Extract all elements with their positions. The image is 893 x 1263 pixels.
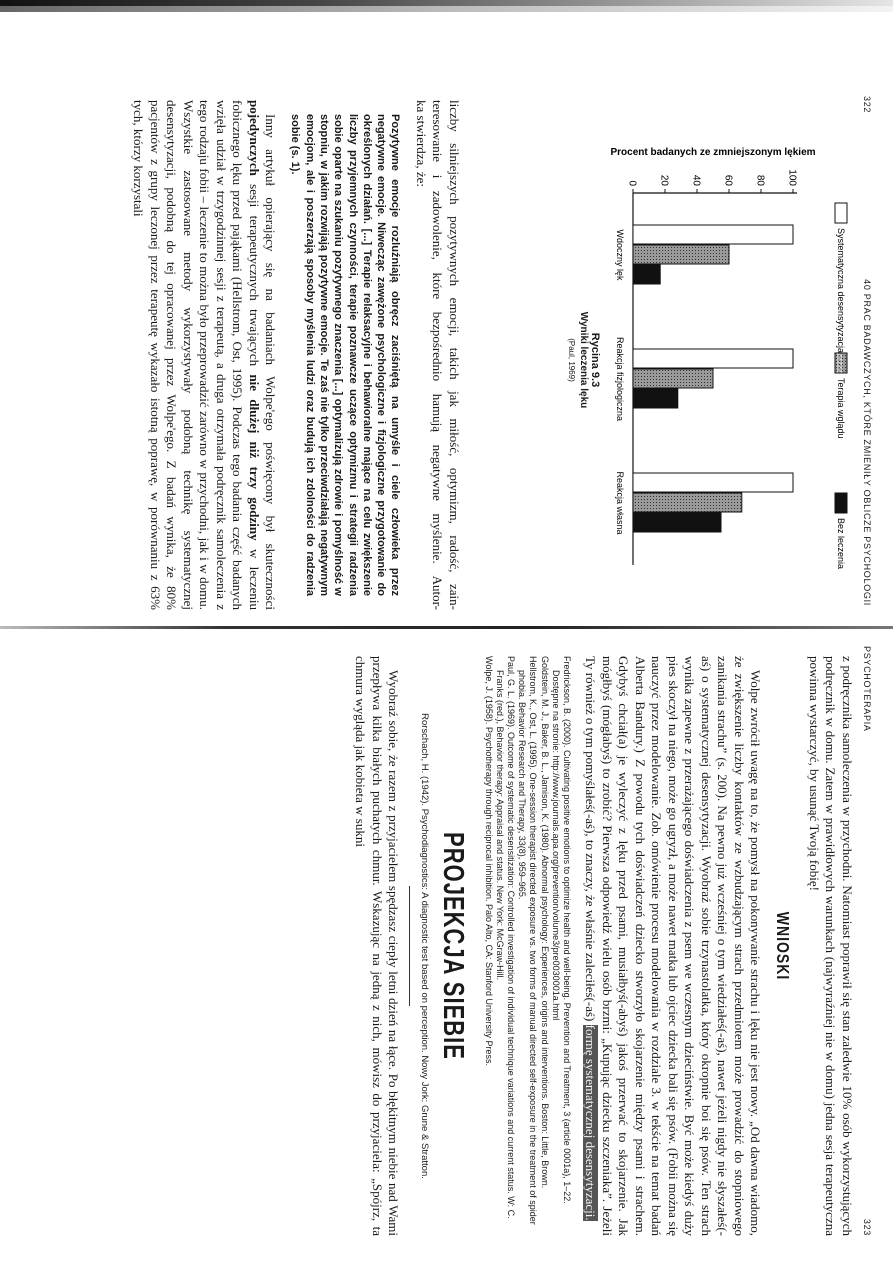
bar — [633, 389, 678, 408]
legend-pattern-label: ZZZZZ — [835, 353, 843, 373]
y-tick-label: 80 — [754, 174, 766, 186]
y-tick-label: 60 — [722, 174, 734, 186]
bar — [633, 473, 793, 492]
bar — [633, 245, 729, 264]
reference-item: Paul, G. L. (1969). Outcome of systematic desensitization: Controlled investigation of individual technique variations and current status. W: C. Franks (red.), Behavior therapy: Appraisal and status. New York: McGraw-Hill. — [494, 656, 516, 1219]
y-tick-label: 0 — [626, 180, 638, 186]
y-tick-label: 100 — [786, 169, 798, 186]
heading-wnioski: WNIOSKI — [773, 911, 794, 981]
y-tick-label: 40 — [690, 174, 702, 186]
paragraph-closing: Wyobraź sobie, że razem z przyjacielem spędzasz ciepły letni dzień na łące. Po błękitnym niebie nad Wami przepływa kilka białych puchatych chmur. Wskazując na jedną z nich, mówisz do przyjaciela: „Spójrz, ta chmura wygląda jak kobieta w sukni — [353, 656, 402, 1236]
paragraph-intro: z podręcznika samoleczenia w przychodni. Natomiast poprawił się stan zaledwie 10% osób wykorzystujących podręcznik w domu. Zatem w prawidłowych warunkach (najwyraźniej nie w domu) jedna sesja terapeutyczna powinna wystarczyć, by usunąć Twoją fobię! — [807, 656, 855, 1236]
emphasis: nie dłużej niż trzy godziny — [246, 374, 262, 541]
paragraph-spider-study — [130, 100, 279, 610]
running-head: PSYCHOTERAPIA — [862, 646, 872, 732]
legend-swatch — [835, 493, 847, 513]
y-tick-label: 20 — [658, 174, 670, 186]
intro-323 — [806, 656, 856, 1236]
legend-label: Terapia wglądu — [836, 378, 846, 439]
bar — [633, 369, 713, 388]
rorschach-reference: Rorschach, H. (1942). Psychodiagnostics: A diagnostic test based on perception. Nowy Jork: Grune & Stratton. — [419, 713, 431, 1179]
intro-line: teresowanie i zadowolenie, które bezpośrednio hamują negatywne myślenie. Autor- — [430, 100, 446, 610]
bar — [633, 349, 793, 368]
intro-text — [413, 100, 463, 610]
bar — [633, 493, 742, 512]
intro-line: ka stwierdza, że: — [414, 100, 429, 187]
reference-item: Wolpe, J. (1958). Psychotherapy through reciprocal inhibition. Palo Alto, CA: Stanford University Press. — [483, 656, 494, 1067]
text-run: Inny artykuł opierający się na badaniach Wolpe'ego poświęcony był skuteczności — [263, 114, 279, 610]
text-run: w leczeniu fobicznego lęku przed pająkami (Hellstrom, Ost, 1995). Podczas tego badania część badanych wzięła udział w trzygodzinnej sesji z terapeutą, a druga otrzymała podręcznik samoleczenia z tego rodzaju fobii – leczenie to można było przeprowadzić zarówno w przychodni, jak i w domu. Wszystkie zastosowane metody wykorzystywały podobną technikę systematycznej desensytyzacji, podobną do tej opracowanej przez Wolpe'ego. Z badań wynika, że 80% pacjentów z grupy leczonej przez terapeutę wykazało istotną poprawę, w porównaniu z 63% tych, którzy korzystali — [131, 100, 262, 610]
wnioski-text — [582, 656, 764, 1236]
paragraph-wnioski — [582, 656, 764, 1236]
bar — [633, 513, 721, 532]
y-axis-label: Procent badanych ze zmniejszonym lękiem — [610, 147, 816, 158]
legend-label: Bez leczenia — [836, 518, 846, 570]
emphasis: pojedynczych — [246, 100, 262, 176]
text-column-323 — [352, 656, 855, 1236]
figure-9-3 — [567, 145, 855, 575]
highlighted-text: formę systematycznej desensytyzacji. — [583, 1024, 599, 1221]
bar-chart — [605, 145, 855, 575]
header-322 — [862, 96, 872, 606]
divider — [409, 886, 410, 1006]
paragraph-2 — [130, 100, 279, 610]
page-322 — [0, 0, 893, 626]
bar — [633, 265, 660, 284]
header-323 — [862, 646, 872, 1236]
intro-line: liczby silniejszych pozytywnych emocji, takich jak miłość, optymizm, radość, zain- — [447, 100, 462, 610]
running-head: 40 PRAC BADAWCZYCH, KTÓRE ZMIENIŁY OBLICZE PSYCHOLOGII — [862, 279, 872, 606]
reference-item: Hellstrom, K., Ost, L. (1995). One-session therapist directed exposure vs. two forms of manual directed self-exposure in the treatment of spider phobia. Behavior Research and Therapy, 33(8), 959–965. — [517, 656, 539, 1225]
figure-title: Rycina 9.3 — [589, 332, 601, 388]
chart — [605, 145, 855, 575]
reference-item: Fredrickson, B. (2000). Cultivating positive emotions to optimize health and well-being. Prevention and Treatment, 3 (article 0001a), 1–22. Dostępne na stronie: http://www.journals.apa.org/prevention/volume3/pre0030001a.html — [550, 656, 572, 1204]
page-323 — [0, 626, 893, 1263]
page-number: 322 — [862, 96, 872, 114]
text-run: sesji terapeutycznych trwających — [246, 175, 262, 375]
text-run: Wolpe zwrócił uwagę na to, że pomysł na pokonywanie strachu i lęku nie jest nowy. „Od dawna wiadomo, że zwiększenie liczby kontaktów ze wzbudzającym strach przedmiotem może prowadzić do stopniowego zanikania strachu” (s. 200). Na pewno już wcześniej o tym wiedziałeś(-aś), nawet jeżeli nigdy nie słyszałeś(-aś) o systematycznej desensytyzacji. Wyobraź sobie trzynastolatka, który okropnie boi się psów. Ten strach wynika zapewne z przerażającego doświadczenia z psem we wczesnym dzieciństwie. Być może kiedyś duży pies skoczył na niego, może go ugryzł, a może nawet matka lub ojciec dziecka bali się psów. (Fobii można się nauczyć przez modelowanie. Zob. omówienie procesu modelowania w rozdziale 3. w tekście na temat badań Alberta Bandury.) Z powodu tych doświadczeń dziecko stworzyło skojarzenie między psami i strachem. Gdybyś chciał(a) je wyleczyć z lęku przed psami, musiałbyś(-abyś) jakoś przerwać to skojarzenie. Jak mógłbyś (mógłabyś) to zrobić? Pierwsza odpowiedź wielu osób brzmi: „Kupując dziecku szczeniaka”. Jeżeli Ty również o tym pomyślałeś(-aś), to znaczy, że właśnie zaleciłeś(-aś) — [583, 656, 764, 1236]
page-number: 323 — [862, 1218, 872, 1236]
quote-block: Pozytywne emocje rozluźniają obręcz zaciśniętą na umyśle i ciele człowieka przez negatywne emocje. Niwecząc zawężone psychologiczne i fizjologiczne przygotowanie do określonych działań. [...] Terapie relaksacyjne i behawioralne mające na celu zwiększenie liczby przyjemnych czynności, terapie poznawcze uczące optymizmu i strategii radzenia sobie oparte na szukaniu pozytywnego znaczenia [...] optymalizują zdrowie i pomyślność w stopniu, w jakim rozwijają pozytywne emocje. Te zaś nie tylko przeciwdziałają negatywnym emocjom, ale i poszerzają sposoby myślenia ludzi oraz budują ich zdolności do radzenia sobie (s. 1). — [289, 114, 402, 596]
legend-swatch — [835, 203, 847, 223]
reference-item: Goldstein, M. J., Baker, B. L., Jamison, K. (1980). Abnormal psychology: Experiences, origins and interventions. Boston: Little, Brown. — [539, 656, 550, 1189]
heading-projekcja: PROJEKCJA SIEBIE — [437, 832, 471, 1060]
legend-label: Systematyczna desensytyzacja — [836, 228, 846, 354]
reference-list — [482, 656, 572, 1236]
figure-source: (Paul, 1969) — [567, 338, 576, 382]
x-tick-label: Wdoczny lęk — [615, 229, 625, 281]
figure-subtitle: Wyniki leczenia lęku — [578, 311, 589, 409]
text-column-322 — [130, 100, 462, 610]
closing-text — [352, 656, 402, 1236]
x-tick-label: Reakcja fizjologiczna — [615, 336, 625, 422]
bar — [633, 225, 793, 244]
x-tick-label: Reakcja własna — [615, 471, 625, 535]
